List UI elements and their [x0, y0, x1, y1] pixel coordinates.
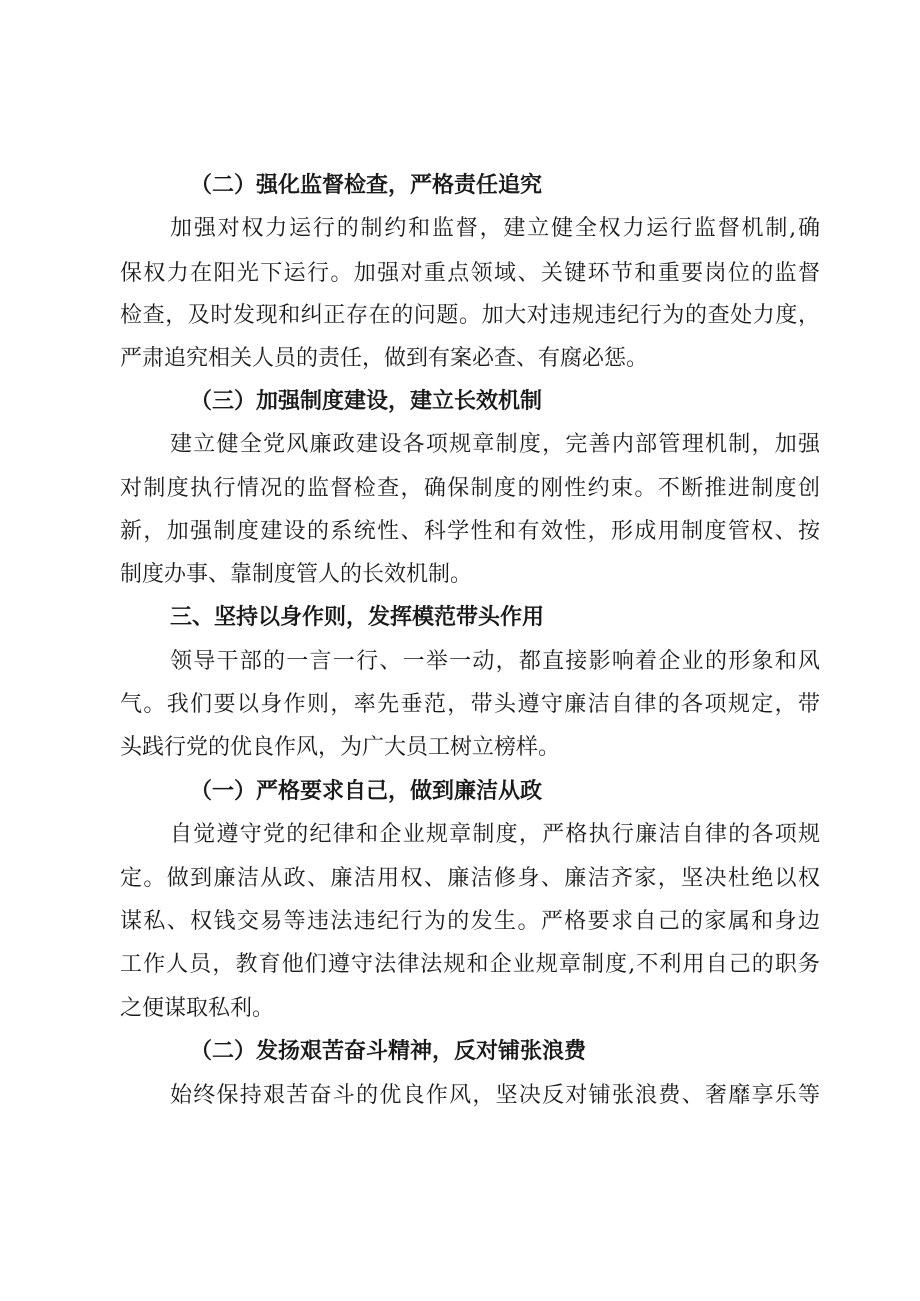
paragraph-line: 自觉遵守党的纪律和企业规章制度，严格执行廉洁自律的各项规 — [170, 822, 820, 847]
paragraph-line: 谋私、权钱交易等违法违纪行为的发生。严格要求自己的家属和身边 — [120, 909, 820, 934]
section-heading: （一）严格要求自己，做到廉洁从政 — [190, 779, 543, 804]
paragraph-line: 定。做到廉洁从政、廉洁用权、廉洁修身、廉洁齐家，坚决杜绝以权 — [120, 866, 820, 891]
paragraph-line: 始终保持艰苦奋斗的优良作风，坚决反对铺张浪费、奢靡享乐等 — [170, 1083, 820, 1108]
paragraph-line: 对制度执行情况的监督检查，确保制度的刚性约束。不断推进制度创 — [120, 476, 820, 501]
paragraph-line: 之便谋取私利。 — [120, 996, 275, 1021]
paragraph-line: 制度办事、靠制度管人的长效机制。 — [120, 562, 473, 587]
paragraph-line: 工作人员，教育他们遵守法律法规和企业规章制度,不利用自己的职务 — [120, 952, 820, 977]
paragraph-line: 加强对权力运行的制约和监督，建立健全权力运行监督机制,确 — [170, 216, 820, 241]
paragraph-line: 新，加强制度建设的系统性、科学性和有效性，形成用制度管权、按 — [120, 519, 820, 544]
paragraph-line: 领导干部的一言一行、一举一动，都直接影响着企业的形象和风 — [170, 649, 820, 674]
paragraph-line: 检查，及时发现和纠正存在的问题。加大对违规违纪行为的查处力度， — [120, 303, 820, 328]
paragraph-line: 头践行党的优良作风，为广大员工树立榜样。 — [120, 735, 561, 760]
section-heading: （二）强化监督检查，严格责任追究 — [190, 173, 543, 198]
paragraph-line: 严肃追究相关人员的责任，做到有案必查、有腐必惩。 — [120, 346, 649, 371]
section-heading: （三）加强制度建设，建立长效机制 — [190, 389, 543, 414]
section-heading: 三、坚持以身作则，发挥模范带头作用 — [170, 605, 545, 630]
paragraph-line: 保权力在阳光下运行。加强对重点领域、关键环节和重要岗位的监督 — [120, 261, 820, 286]
paragraph-line: 气。我们要以身作则，率先垂范，带头遵守廉洁自律的各项规定，带 — [120, 692, 820, 717]
paragraph-line: 建立健全党风廉政建设各项规章制度，完善内部管理机制，加强 — [170, 432, 820, 457]
section-heading: （二）发扬艰苦奋斗精神，反对铺张浪费 — [190, 1039, 587, 1064]
